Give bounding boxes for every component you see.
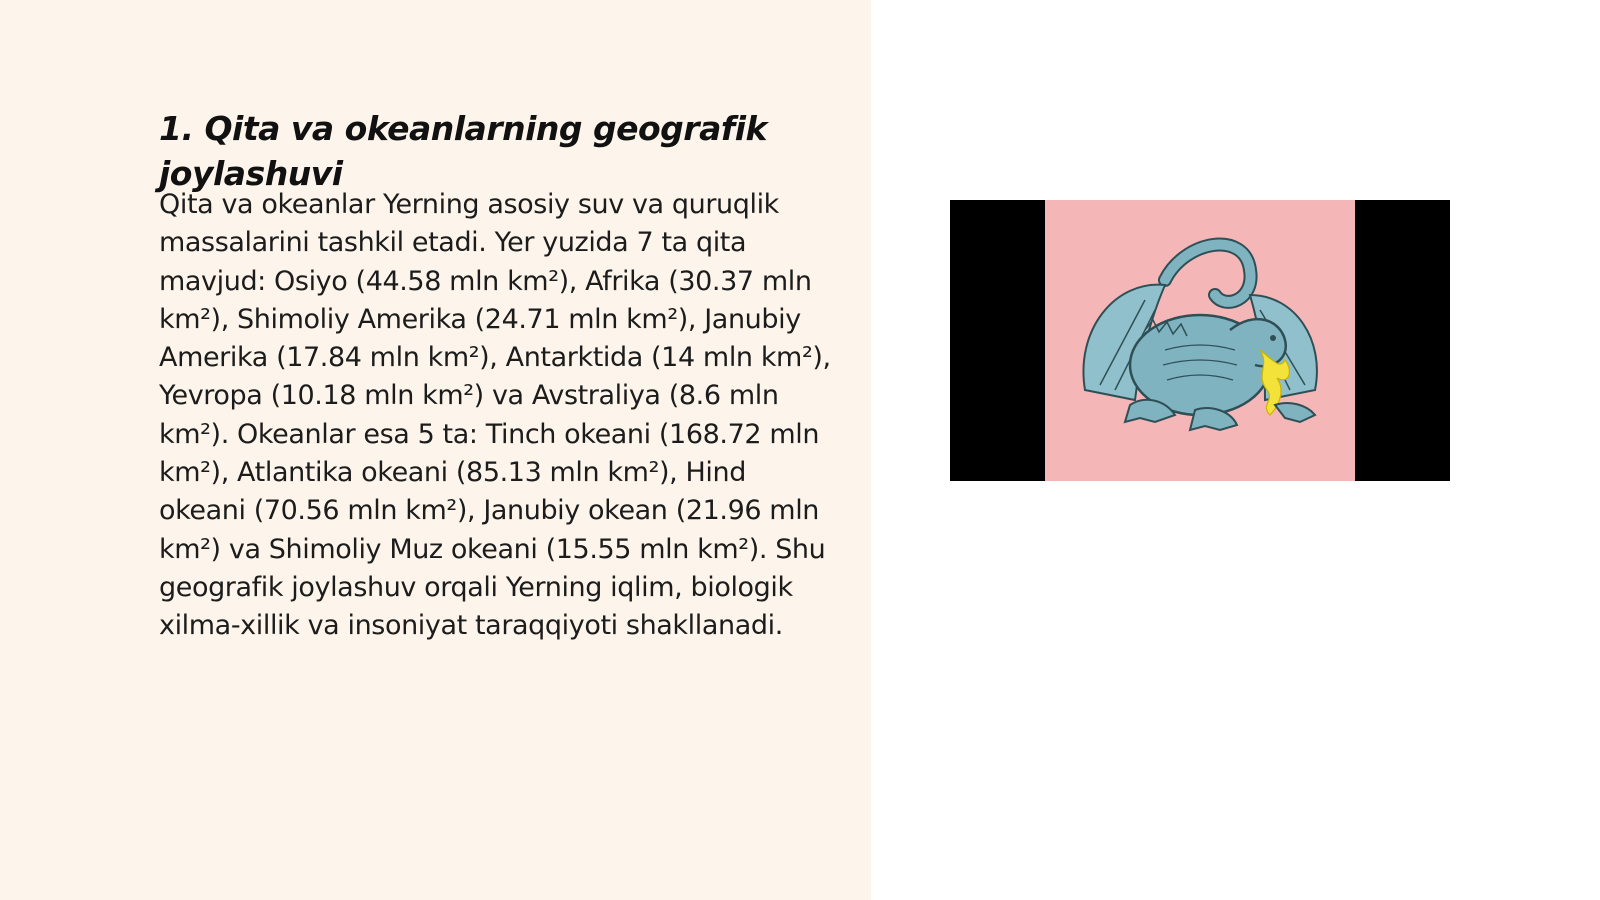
slide-body-text: Qita va okeanlar Yerning asosiy suv va quruqlik massalarini tashkil etadi. Yer yuzida 7 ta qita mavjud: Osiyo (44.58 mln km²), Afrika (30.37 mln km²), Shimoliy Amerika (24.71 mln km²), Janubiy Amerika (17.84 mln km²), Antarktida (14 mln km²), Yevropa (10.18 mln km²) va Avstraliya (8.6 mln km²). Okeanlar esa 5 ta: Tinch okeani (168.72 mln km²), Atlantika okeani (85.13 mln km²), Hind okeani (70.56 mln km²), Janubiy okean (21.96 mln km²) va Shimoliy Muz okeani (15.55 mln km²). Shu geografik joylashuv orqali Yerning iqlim, biologik xilma-xillik va insoniyat taraqqiyoti shakllanadi. — [159, 189, 831, 642]
dragon-icon — [1045, 200, 1355, 481]
dragon-illustration — [1045, 200, 1355, 481]
slide-image-frame — [950, 200, 1450, 481]
slide-title: 1. Qita va okeanlarning geografik joylashuvi — [159, 109, 767, 193]
